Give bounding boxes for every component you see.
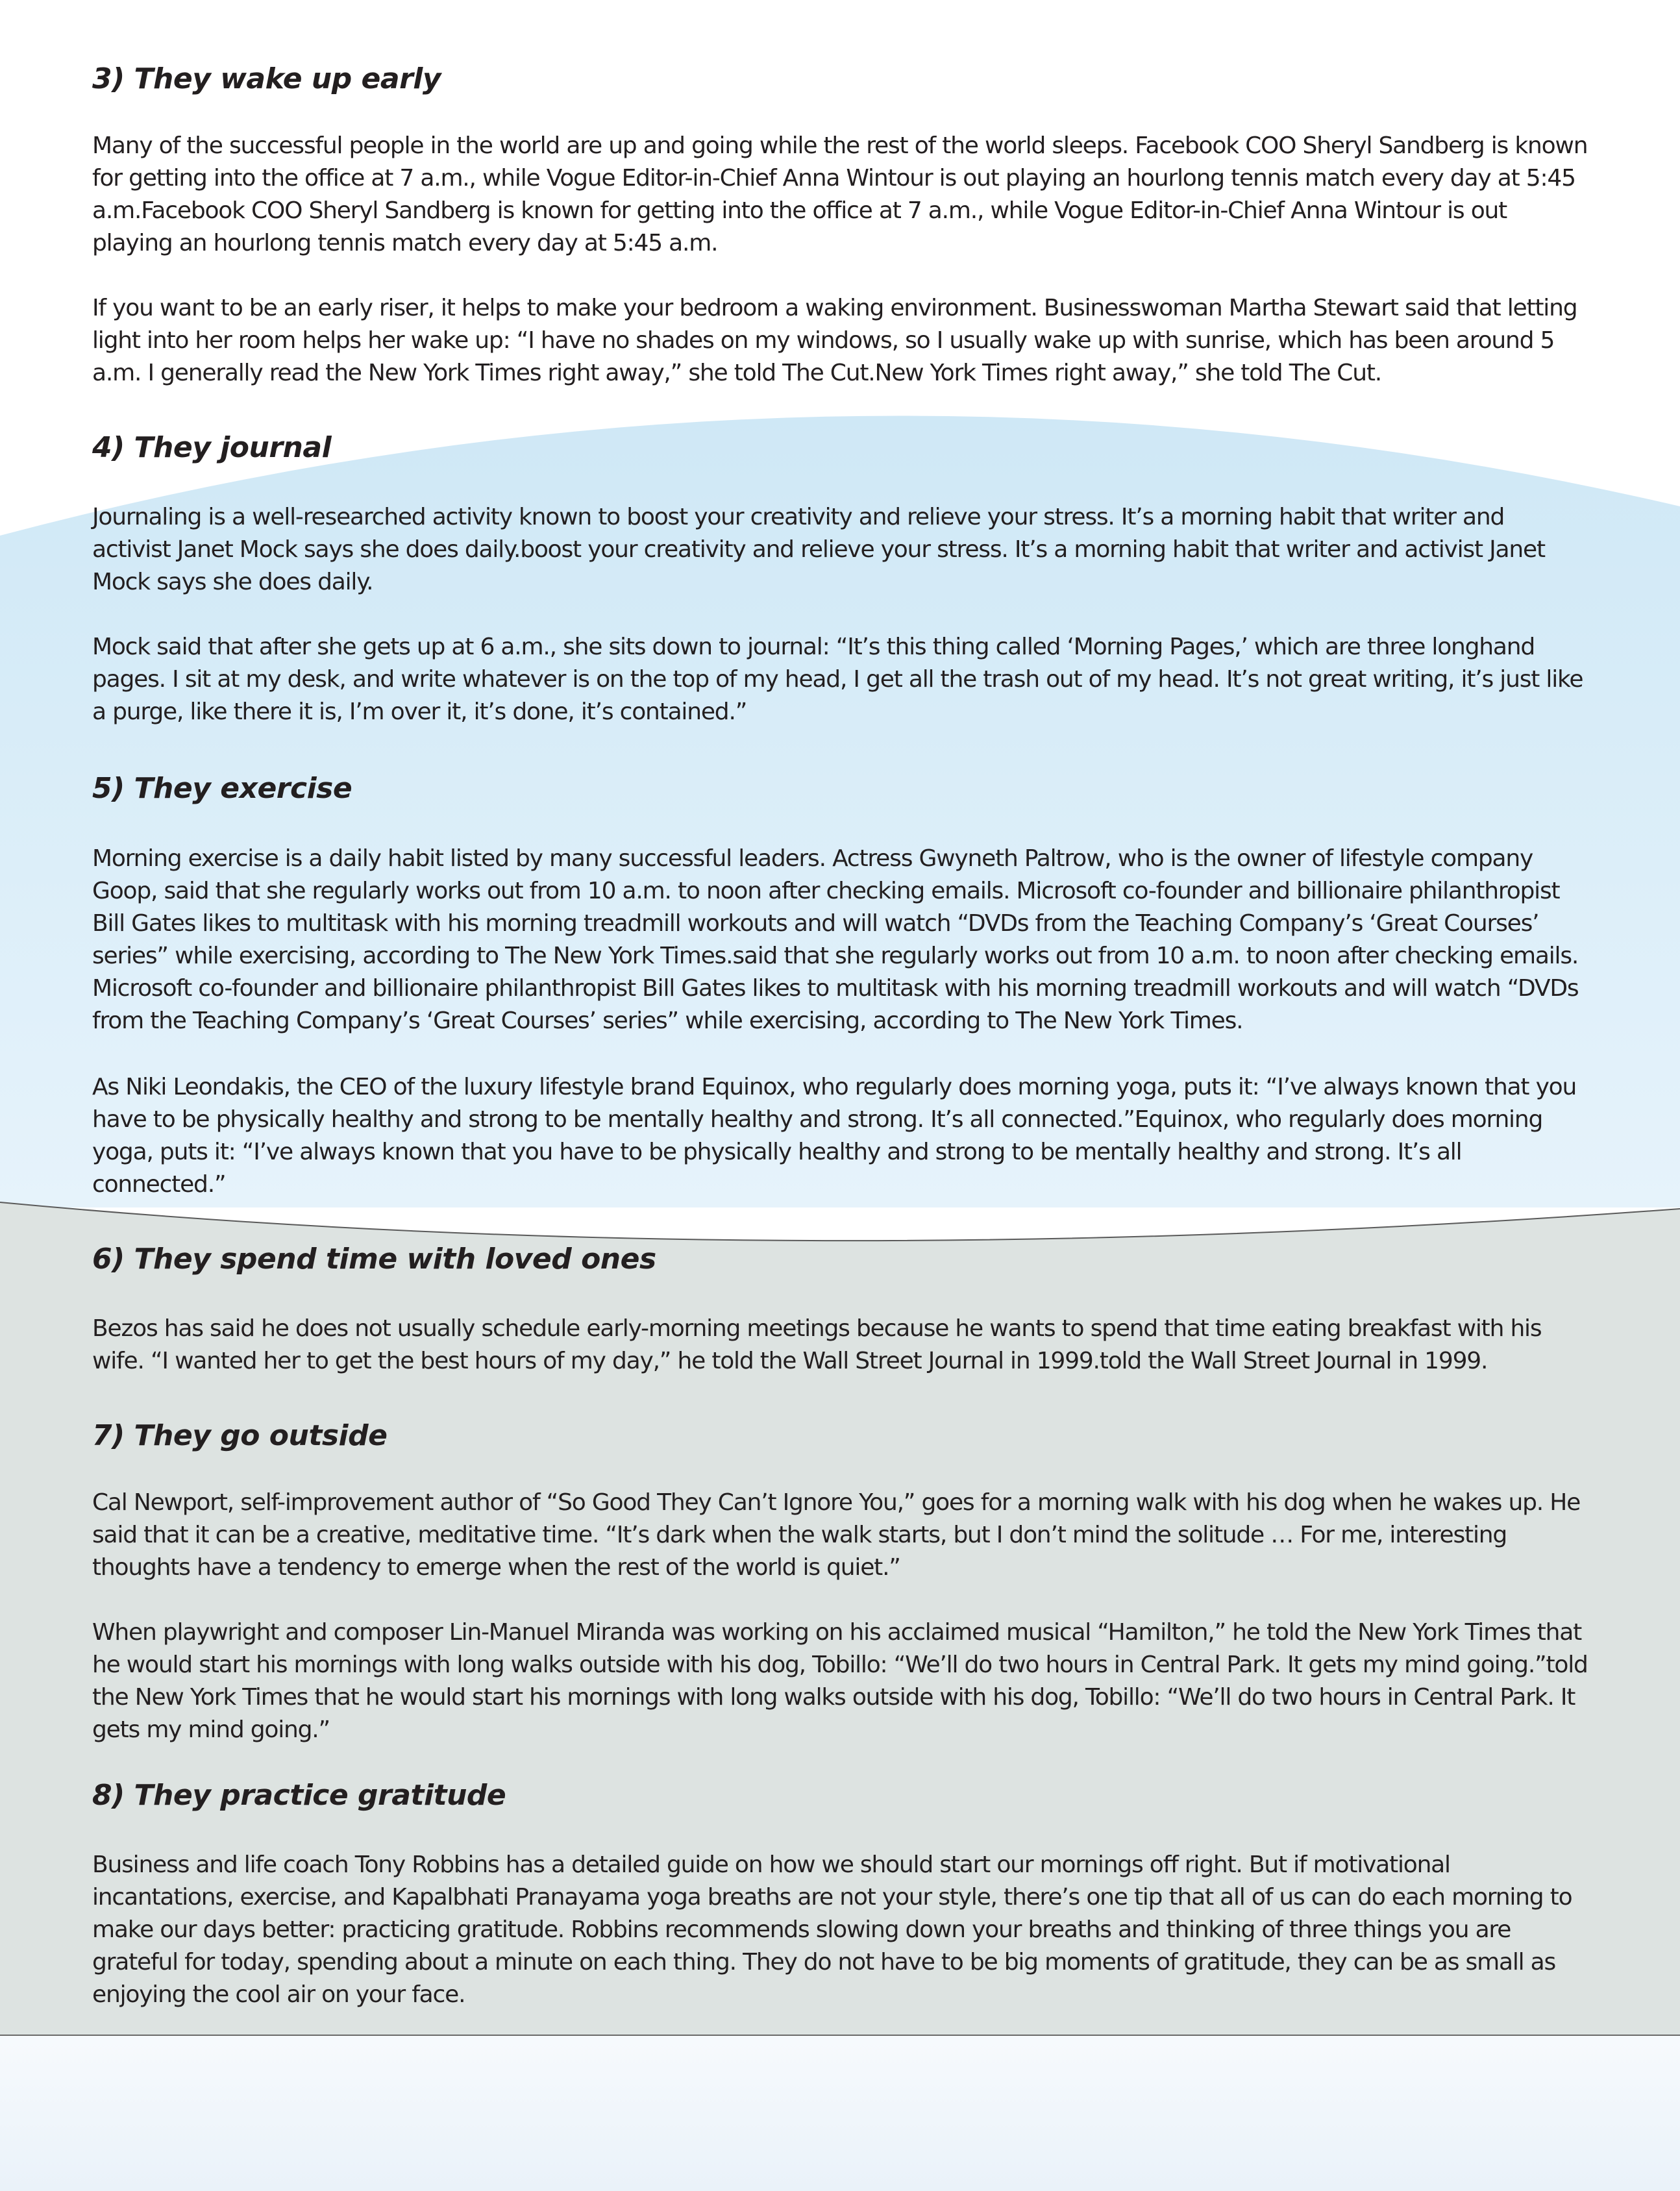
- section-heading-gratitude: 8) They practice gratitude: [92, 1779, 506, 1812]
- section-heading-wake-up-early: 3) They wake up early: [92, 62, 441, 95]
- paragraph-wake-up-2: If you want to be an early riser, it helps to make your bedroom a waking environment. Businesswoman Martha Stewart said that letting light into her room helps her wake up: “I have no shades on my windows, so I usually wake up with sunrise, which has been around 5 a.m. I generally read the New York Times right away,” she told The Cut.New York Times right away,” she told The Cut.: [92, 295, 1577, 386]
- section-heading-exercise: 5) They exercise: [92, 772, 352, 805]
- section-heading-loved-ones: 6) They spend time with loved ones: [92, 1243, 656, 1276]
- paragraph-journal-2: Mock said that after she gets up at 6 a.m., she sits down to journal: “It’s this thing called ‘Morning Pages,’ which are three longhand pages. I sit at my desk, and write whatever is on the top of my head, I get all the trash out of my head. It’s not great writing, it’s just like a purge, like there it is, I’m over it, it’s done, it’s contained.”: [92, 634, 1583, 725]
- paragraph-go-outside-2: When playwright and composer Lin-Manuel Miranda was working on his acclaimed musical “Hamilton,” he told the New York Times that he would start his mornings with long walks outside with his dog, Tobillo: “We’ll do two hours in Central Park. It gets my mind going.”told the New York Times that he would start his mornings with long walks outside with his dog, Tobillo: “We’ll do two hours in Central Park. It gets my mind going.”: [92, 1619, 1588, 1743]
- paragraph-wake-up-1: Many of the successful people in the world are up and going while the rest of the world sleeps. Facebook COO Sheryl Sandberg is known for getting into the office at 7 a.m., while Vogue Editor-in-Chief Anna Wintour is out playing an hourlong tennis match every day at 5:45 a.m.Facebook COO Sheryl Sandberg is known for getting into the office at 7 a.m., while Vogue Editor-in-Chief Anna Wintour is out playing an hourlong tennis match every day at 5:45 a.m.: [92, 132, 1588, 256]
- paragraph-go-outside-1: Cal Newport, self-improvement author of “So Good They Can’t Ignore You,” goes for a morning walk with his dog when he wakes up. He said that it can be a creative, meditative time. “It’s dark when the walk starts, but I don’t mind the solitude … For me, interesting thoughts have a tendency to emerge when the rest of the world is quiet.”: [92, 1489, 1581, 1581]
- section-heading-go-outside: 7) They go outside: [92, 1419, 388, 1452]
- paragraph-exercise-2: As Niki Leondakis, the CEO of the luxury lifestyle brand Equinox, who regularly does morning yoga, puts it: “I’ve always known that you have to be physically healthy and strong to be mentally healthy and strong. It’s all connected.”Equinox, who regularly does morning yoga, puts it: “I’ve always known that you have to be physically healthy and strong to be mentally healthy and strong. It’s all connected.”: [92, 1074, 1577, 1198]
- paragraph-journal-1: Journaling is a well-researched activity known to boost your creativity and relieve your stress. It’s a morning habit that writer and activist Janet Mock says she does daily.boost your creativity and relieve your stress. It’s a morning habit that writer and activist Janet Mock says she does daily.: [92, 504, 1545, 595]
- paragraph-exercise-1: Morning exercise is a daily habit listed by many successful leaders. Actress Gwyneth Paltrow, who is the owner of lifestyle company Goop, said that she regularly works out from 10 a.m. to noon after checking emails. Microsoft co-founder and billionaire philanthropist Bill Gates likes to multitask with his morning treadmill workouts and will watch “DVDs from the Teaching Company’s ‘Great Courses’ series” while exercising, according to The New York Times.said that she regularly works out from 10 a.m. to noon after checking emails. Microsoft co-founder and billionaire philanthropist Bill Gates likes to multitask with his morning treadmill workouts and will watch “DVDs from the Teaching Company’s ‘Great Courses’ series” while exercising, according to The New York Times.: [92, 845, 1579, 1034]
- paragraph-gratitude-1: Business and life coach Tony Robbins has a detailed guide on how we should start our mornings off right. But if motivational incantations, exercise, and Kapalbhati Pranayama yoga breaths are not your style, there’s one tip that all of us can do each morning to make our days better: practicing gratitude. Robbins recommends slowing down your breaths and thinking of three things you are grateful for today, spending about a minute on each thing. They do not have to be big moments of gratitude, they can be as small as enjoying the cool air on your face.: [92, 1851, 1572, 2008]
- paragraph-loved-ones-1: Bezos has said he does not usually schedule early-morning meetings because he wants to spend that time eating breakfast with his wife. “I wanted her to get the best hours of my day,” he told the Wall Street Journal in 1999.told the Wall Street Journal in 1999.: [92, 1315, 1542, 1374]
- section-heading-journal: 4) They journal: [92, 431, 332, 464]
